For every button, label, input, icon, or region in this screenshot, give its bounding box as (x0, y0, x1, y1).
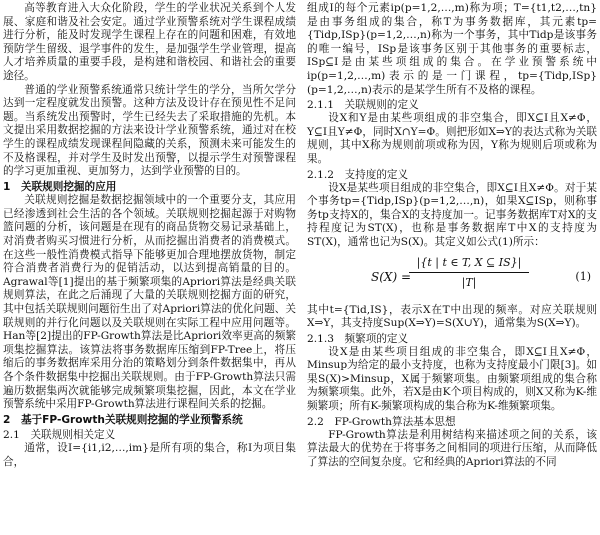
support-definition: 设X是某些项目组成的非空集合，即X⊆I且X≠Φ。对于某个事务tp={Tidp,ISp}(p=1,2,…,n)，如果X⊆ISp，则称事务tp支持X的，集合X的支持度加一。记事务数据库T对X的支持程度记为ST(X)，也称是事务数据库T中X的支持度为ST(X)，通常也记为S(X)。其定义如公式(1)所示： (307, 181, 597, 248)
definitions-paragraph: 组成I的每个元素ip(p=1,2,…,m)称为项；T={t1,t2,…,tn}是由事务组成的集合，称T为事务数据库，其元素tp={Tidp,ISp}(p=1,2,…,n)称为一个事务，其中Tidp是该事务的唯一编号，ISp是该事务区别于其他事务的重要标志，ISp⊆I是由某些项组成的集合。在学业预警系统中ip(p=1,2,…,m)表示的是一门课程，tp={Tidp,ISp}(p=1,2,…,n)表示的是某学生所有不及格的课程。 (307, 2, 597, 96)
subsection-2-1-paragraph: 通常，设I={i1,i2,…,im}是所有项的集合，称I为项目集合， (3, 442, 296, 468)
support-explanation: 其中t={Tid,IS}，表示X在T中出现的频率。对应关联规则X⇒Y，其支持度Sup(X⇒Y)=S(X∪Y)，通常集为S(X⇒Y)。 (307, 303, 597, 330)
section-1-paragraph: 关联规则挖掘是数据挖掘领域中的一个重要分支，其应用已经渗透到社会生活的各个领域。关联规则挖掘起源于对购物篮问题的分析，该问题是在现有的商品货物交易记录基础上，对消费者购买习惯进行分析，从而挖掘出消费者的消费模式。在这些一般性消费模式指导下能够更加合理地摆放货物，制定符合消费者消费行为的促销活动，以达到提高销量的目的。Agrawal等[1]提出的基于频繁项集的Apriori算法是经典关联规则算法，在此之后涌现了大量的关联规则挖掘方面的研究，其中包括关联规则问题衍生出了对Apriori算法的优化问题、关联规则的并行化问题以及关联规则在实际工程中应用问题等。Han等[2]提出的FP-Growth算法是比Apriori效率更高的频繁项集挖掘算法。该算法将事务数据库压缩到FP-Tree上，将压缩后的事务数据库采用分治的策略划分到条件数据集中，再从各个条件数据集中挖掘出关联规则。由于FP-Growth算法只需遍历数据集两次就能够完成频繁项集挖掘，因此，本文在学业预警系统中采用FP-Growth算法进行课程间关系的挖掘。 (3, 194, 296, 411)
subsection-2-1-3-heading: 2.1.3 频繁项的定义 (307, 332, 409, 345)
section-2-heading: 2 基于FP-Growth关联规则挖掘的学业预警系统 (3, 413, 243, 426)
intro-paragraph-1: 高等教育进入大众化阶段，学生的学业状况关系到个人发展、家庭和谐及社会安定。通过学业预警系统对学生课程成绩进行分析，能及时发现学生课程上存在的问题和困难，有效地预防学生留级、退学事件的发生，是加强学生学业管理，提高人才培养质量的重要手段，是构建和谐校园、和谐社会的重要途径。 (3, 2, 296, 82)
subsection-2-1-1-heading: 2.1.1 关联规则的定义 (307, 99, 419, 112)
subsection-2-1-heading: 2.1 关联规则相关定义 (3, 429, 116, 442)
support-formula (307, 253, 597, 301)
formula-fraction (409, 256, 529, 289)
association-rule-definition: 设X和Y是由某些项组成的非空集合，即X⊆I且X≠Φ，Y⊆I且Y≠Φ，同时X∩Y=Φ。则把形如X⇒Y的表达式称为关联规则，其中X称为规则前项或称为因，Y称为规则后项或称为果。 (307, 112, 597, 165)
frequent-item-definition: 设X是由某些项目组成的非空集合，即X⊆I且X≠Φ，Minsup为给定的最小支持度，也称为支持度最小门限[3]。如果S(X)>Minsup，X属于频繁项集。由频繁项组成的集合称为频繁项集。此外，若X是由K个项目构成的，则X又称为K-维频繁项；所有K-频繁项构成的集合称为K-维频繁项集。 (307, 345, 597, 413)
right-column (307, 2, 597, 469)
fp-growth-paragraph: FP-Growth算法是利用树结构来描述项之间的关系，该算法最大的优势在于将事务之间相同的项进行压缩，从而降低了算法的空间复杂度。它和经典的Apriori算法的不同 (307, 428, 597, 468)
equation-number: (1) (575, 269, 591, 283)
intro-paragraph-2: 普通的学业预警系统通常只统计学生的学分，当所欠学分达到一定程度就发出预警。这种方法及设计存在预见性不足问题。当系统发出预警时，学生已经失去了采取措施的先机。本文提出采用数据挖掘的方法来设计学业预警系统，通过对在校学生的课程成绩发现课程间隐藏的关系，预测未来可能发生的不及格课程，并对学生及时发出预警，以提示学生对预警课程的学习更加重视、更加努力，达到学业预警的目的。 (3, 83, 296, 178)
formula-numerator: |{t | t ∈ T, X ⊆ IS}| (416, 255, 522, 269)
subsection-2-2-heading: 2.2 FP-Growth算法基本思想 (307, 415, 456, 428)
fraction-bar (409, 272, 529, 273)
formula-lhs: S(X) = (371, 269, 411, 284)
left-column (3, 2, 296, 469)
subsection-2-1-2-heading: 2.1.2 支持度的定义 (307, 168, 409, 181)
section-1-heading: 1 关联规则挖掘的应用 (3, 180, 117, 193)
formula-denominator: |T| (461, 275, 477, 289)
